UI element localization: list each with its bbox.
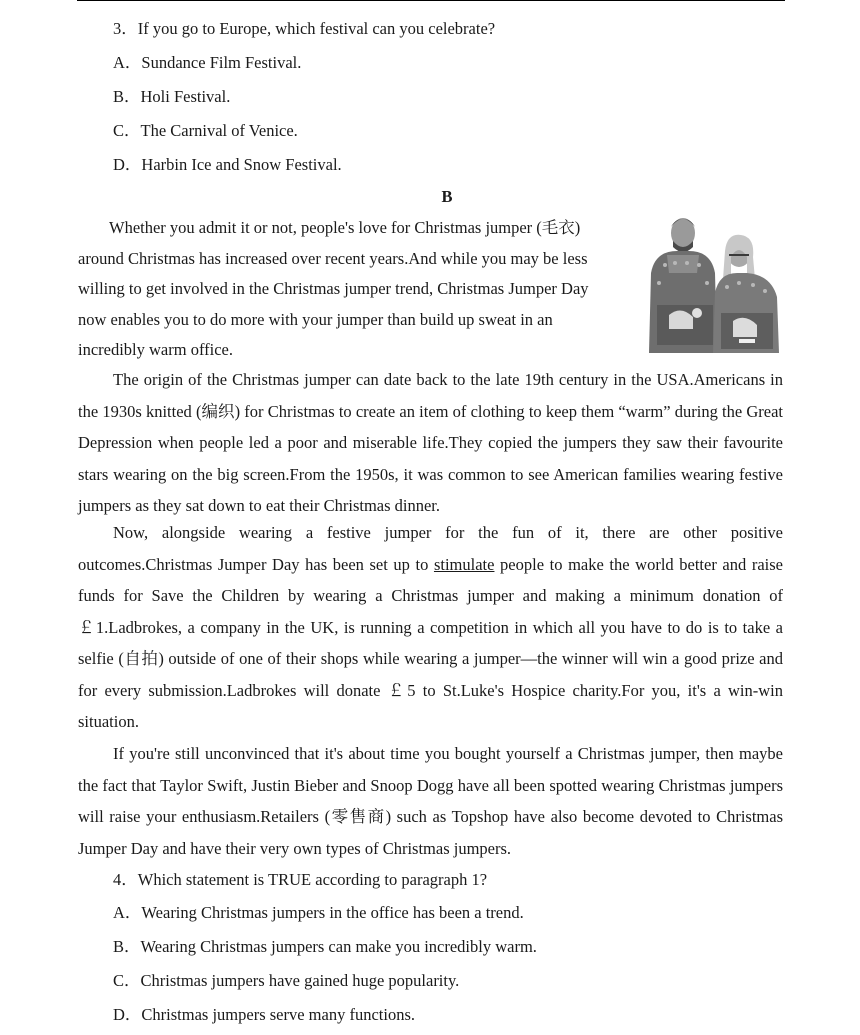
q4-option-b: B．Wearing Christmas jumpers can make you incredibly warm. <box>113 937 537 956</box>
question-4: 4．Which statement is TRUE according to paragraph 1? <box>113 870 488 889</box>
q3-option-d: D．Harbin Ice and Snow Festival. <box>113 155 342 174</box>
section-heading: B <box>441 187 453 206</box>
q4-option-c: C．Christmas jumpers have gained huge popularity. <box>113 971 460 990</box>
christmas-jumper-couple-photo <box>647 213 782 355</box>
paragraph-2: The origin of the Christmas jumper can date back to the late 19th century in the USA.Americans in the 1930s knitted (编织) for Christmas to create an item of clothing to keep them “warm” during the Great Depression when people led a poor and miserable life.They copied the jumpers they saw their favourite stars wearing on the big screen.From the 1950s, it was common to see American families wearing festive jumpers as they sat down to eat their Christmas dinner. <box>78 370 783 515</box>
question-3: 3．If you go to Europe, which festival can you celebrate? <box>113 19 496 38</box>
q3-option-c: C．The Carnival of Venice. <box>113 121 298 140</box>
paragraph-3 <box>78 517 783 738</box>
q4-option-d: D．Christmas jumpers serve many functions. <box>113 1005 415 1024</box>
paragraph-3-text-before: Now, alongside wearing a festive jumper for the fun of it, there are other positive outcomes.Christmas Jumper Day has been set up to <box>78 523 783 574</box>
q3-option-b: B．Holi Festival. <box>113 87 231 106</box>
underlined-word-stimulate: stimulate <box>433 554 495 574</box>
q3-option-a: A．Sundance Film Festival. <box>113 53 302 72</box>
paragraph-1: Whether you admit it or not, people's love for Christmas jumper (毛衣) around Christmas has increased over recent years.And while you may be less willing to get involved in the Christmas jumper trend, Christmas Jumper Day now enables you to do more with your jumper than build up sweat in an incredibly warm office. <box>78 218 589 359</box>
q4-option-a: A．Wearing Christmas jumpers in the office has been a trend. <box>113 903 524 922</box>
paragraph-4: If you're still unconvinced that it's about time you bought yourself a Christmas jumper, then maybe the fact that Taylor Swift, Justin Bieber and Snoop Dogg have all been spotted wearing Christmas jumpers will raise your enthusiasm.Retailers (零售商) such as Topshop have also become devoted to Christmas Jumper Day and have their very own types of Christmas jumpers. <box>78 744 783 858</box>
top-rule <box>77 0 785 1</box>
paragraph-3-text-after: people to make the world better and raise funds for Save the Children by wearing a Christmas jumper and making a minimum donation of ￡1.Ladbrokes, a company in the UK, is running a competition in which all you have to do is to take a selfie (自拍) outside of one of their shops while wearing a jumper—the winner will win a good prize and for every submission.Ladbrokes will donate ￡5 to St.Luke's Hospice charity.For you, it's a win-win situation. <box>78 554 783 731</box>
